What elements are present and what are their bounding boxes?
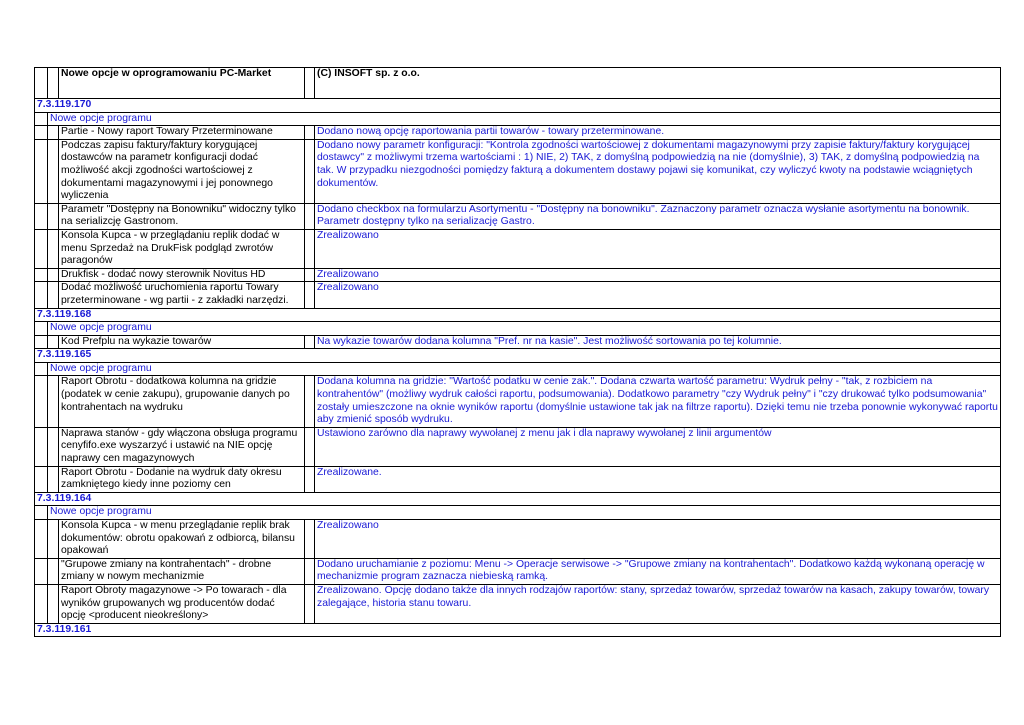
table-row [35, 335, 1001, 349]
cell-empty [305, 68, 315, 99]
table-row [35, 203, 1001, 229]
cell-empty [305, 139, 315, 203]
section-title: Nowe opcje programu [48, 322, 1001, 336]
cell-empty [305, 466, 315, 492]
cell-empty [35, 427, 48, 466]
cell-empty [305, 376, 315, 427]
version-number: 7.3.119.168 [35, 308, 1001, 322]
change-result: Dodana kolumna na gridzie: "Wartość podatku w cenie zak.". Dodana czwarta wartość parametru: Wydruk pełny - "tak, z rozbiciem na kontrahentów" (możliwy wydruk całości raportu, podsumowania). Dodatkowo parametry "czy Wydruk pełny" i "czy drukować tylko podsumowania" zostały umieszczone na oknie wyników raportu (domyślnie ustawione tak jak na filtrze raportu). Dzięki temu nie trzeba ponownie wykonywać raportu aby zmienić sposób wydruku. [315, 376, 1001, 427]
cell-empty [48, 203, 59, 229]
cell-empty [48, 335, 59, 349]
version-row [35, 492, 1001, 506]
version-number: 7.3.119.164 [35, 492, 1001, 506]
cell-empty [48, 126, 59, 140]
change-result: Zrealizowano [315, 282, 1001, 308]
cell-empty [35, 362, 48, 376]
version-row [35, 349, 1001, 363]
cell-empty [305, 203, 315, 229]
change-description: Dodać możliwość uruchomienia raportu Towary przeterminowane - wg partii - z zakładki narzędzi. [59, 282, 305, 308]
change-description: Partie - Nowy raport Towary Przeterminowane [59, 126, 305, 140]
section-row [35, 362, 1001, 376]
cell-empty [48, 282, 59, 308]
change-result: Zrealizowano. Opcję dodano także dla innych rodzajów raportów: stany, sprzedaż towarów, sprzedaż towarów na kasach, zakupy towarów, towary zalegające, historia stanu towaru. [315, 584, 1001, 623]
cell-empty [48, 139, 59, 203]
cell-empty [35, 558, 48, 584]
cell-empty [35, 466, 48, 492]
table-row [35, 282, 1001, 308]
version-row [35, 308, 1001, 322]
section-row [35, 112, 1001, 126]
cell-empty [305, 584, 315, 623]
cell-empty [305, 282, 315, 308]
change-result: Dodano uruchamianie z poziomu: Menu -> Operacje serwisowe -> "Grupowe zmiany na kontrahentach". Dodatkowo każdą wykonaną operację w mechanizmie program zaznacza niebieską ramką. [315, 558, 1001, 584]
version-row [35, 623, 1001, 637]
version-row [35, 99, 1001, 113]
section-row [35, 322, 1001, 336]
change-description: Konsola Kupca - w menu przeglądanie replik brak dokumentów: obrotu opakowań z odbiorcą, bilansu opakowań [59, 520, 305, 559]
change-description: Raport Obroty magazynowe -> Po towarach - dla wyników grupowanych wg producentów dodać opcję <producent nieokreślony> [59, 584, 305, 623]
table-row [35, 584, 1001, 623]
cell-empty [35, 203, 48, 229]
cell-empty [35, 139, 48, 203]
table-row [35, 126, 1001, 140]
table-row [35, 229, 1001, 268]
cell-empty [305, 520, 315, 559]
cell-empty [35, 112, 48, 126]
table-row [35, 139, 1001, 203]
cell-empty [305, 335, 315, 349]
change-result: Dodano checkbox na formularzu Asortymentu - "Dostępny na bonowniku". Zaznaczony parametr oznacza wysłanie asortymentu na bonownik. Parametr dostępny tylko na serializację Gastro. [315, 203, 1001, 229]
version-number: 7.3.119.161 [35, 623, 1001, 637]
cell-empty [48, 427, 59, 466]
changelog-table [34, 67, 1001, 637]
change-result: Zrealizowano [315, 520, 1001, 559]
cell-empty [35, 282, 48, 308]
cell-empty [305, 427, 315, 466]
cell-empty [35, 520, 48, 559]
change-description: Konsola Kupca - w przeglądaniu replik dodać w menu Sprzedaż na DrukFisk podgląd zwrotów paragonów [59, 229, 305, 268]
change-result: Na wykazie towarów dodana kolumna "Pref. nr na kasie". Jest możliwość sortowania po tej kolumnie. [315, 335, 1001, 349]
table-row [35, 466, 1001, 492]
cell-empty [48, 466, 59, 492]
cell-empty [35, 376, 48, 427]
section-row [35, 506, 1001, 520]
section-title: Nowe opcje programu [48, 506, 1001, 520]
change-result: Dodano nową opcję raportowania partii towarów - towary przeterminowane. [315, 126, 1001, 140]
cell-empty [305, 558, 315, 584]
cell-empty [48, 68, 59, 99]
cell-empty [35, 268, 48, 282]
cell-empty [35, 68, 48, 99]
change-description: Kod Prefplu na wykazie towarów [59, 335, 305, 349]
version-number: 7.3.119.170 [35, 99, 1001, 113]
cell-empty [35, 335, 48, 349]
change-description: Parametr "Dostępny na Bonowniku" widoczny tylko na serializcję Gastronom. [59, 203, 305, 229]
change-result: Zrealizowano [315, 229, 1001, 268]
change-description: Naprawa stanów - gdy włączona obsługa programu cenyfifo.exe wyszarzyć i ustawić na NIE opcję naprawy cen magazynowych [59, 427, 305, 466]
section-title: Nowe opcje programu [48, 362, 1001, 376]
change-description: Drukfisk - dodać nowy sterownik Novitus HD [59, 268, 305, 282]
cell-empty [305, 126, 315, 140]
cell-empty [35, 506, 48, 520]
cell-empty [35, 584, 48, 623]
change-description: "Grupowe zmiany na kontrahentach" - drobne zmiany w nowym mechanizmie [59, 558, 305, 584]
cell-empty [48, 520, 59, 559]
table-row [35, 558, 1001, 584]
company-name: (C) INSOFT sp. z o.o. [315, 68, 1001, 99]
change-result: Dodano nowy parametr konfiguracji: "Kontrola zgodności wartościowej z dokumentami magazynowymi przy zapisie faktury/faktury korygującej dostawcy" z możliwymi trzema wartościami : 1) NIE, 2) TAK, z domyślną podpowiedzią na nie (domyślnie), 3) TAK, z domyślną podpowiedzią na tak. W przypadku niezgodności pomiędzy fakturą a dokumentem dostawy pojawi się komunikat, czy wyliczyć kwoty na podstawie wciągniętych dokumentów. [315, 139, 1001, 203]
cell-empty [35, 322, 48, 336]
table-row [35, 520, 1001, 559]
cell-empty [35, 126, 48, 140]
change-result: Ustawiono zarówno dla naprawy wywołanej z menu jak i dla naprawy wywołanej z linii argumentów [315, 427, 1001, 466]
cell-empty [305, 229, 315, 268]
table-row [35, 268, 1001, 282]
change-description: Raport Obrotu - Dodanie na wydruk daty okresu zamkniętego kiedy inne poziomy cen [59, 466, 305, 492]
change-result: Zrealizowano [315, 268, 1001, 282]
version-number: 7.3.119.165 [35, 349, 1001, 363]
cell-empty [48, 376, 59, 427]
section-title: Nowe opcje programu [48, 112, 1001, 126]
cell-empty [48, 229, 59, 268]
cell-empty [305, 268, 315, 282]
change-description: Raport Obrotu - dodatkowa kolumna na gridzie (podatek w cenie zakupu), grupowanie danych po kontrahentach na wydruku [59, 376, 305, 427]
change-result: Zrealizowane. [315, 466, 1001, 492]
cell-empty [48, 558, 59, 584]
table-row [35, 376, 1001, 427]
cell-empty [48, 584, 59, 623]
cell-empty [48, 268, 59, 282]
cell-empty [35, 229, 48, 268]
document-title: Nowe opcje w oprogramowaniu PC-Market [59, 68, 305, 99]
table-row [35, 427, 1001, 466]
change-description: Podczas zapisu faktury/faktury korygującej dostawców na parametr konfiguracji dodać możliwość akcji zgodności wartościowej z dokumentami magazynowymi i jej ponownego wyliczenia [59, 139, 305, 203]
header-row [35, 68, 1001, 99]
